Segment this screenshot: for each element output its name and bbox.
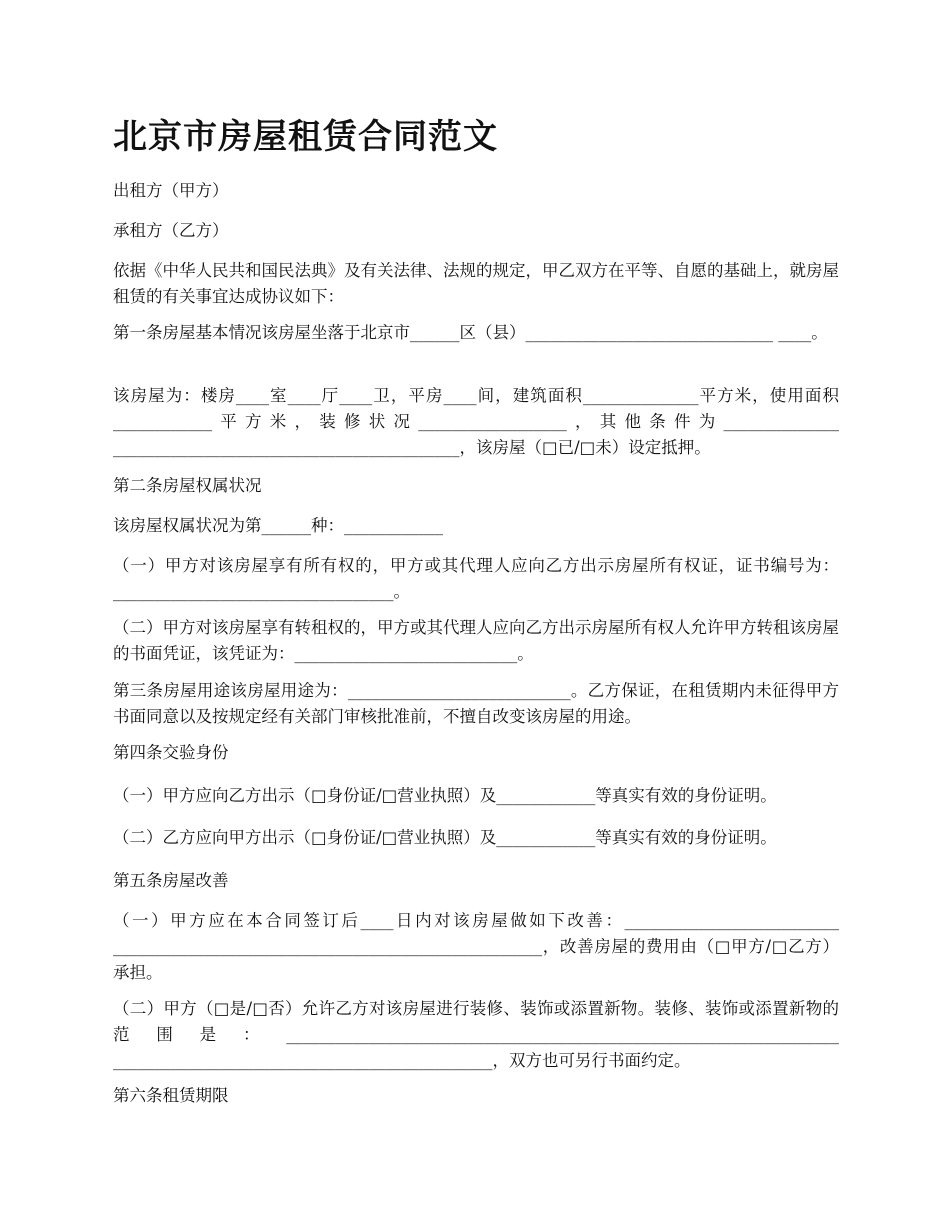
paragraph-lessee: 承租方（乙方）	[113, 221, 229, 240]
paragraph-article-5: 第五条房屋改善	[113, 871, 229, 890]
paragraph-identity-lessor: （一）甲方应向乙方出示（□身份证/□营业执照）及____________等真实有效的身份证明。	[113, 786, 777, 805]
paragraph-ownership-type: 该房屋权属状况为第______种：____________	[113, 516, 443, 535]
paragraph-preamble: 依据《中华人民共和国民法典》及有关法律、法规的规定，甲乙双方在平等、自愿的基础上，就房屋租赁的有关事宜达成协议如下：	[113, 261, 839, 306]
paragraph-identity-lessee: （二）乙方应向甲方出示（□身份证/□营业执照）及____________等真实有效的身份证明。	[113, 828, 777, 847]
paragraph-lessor: 出租方（甲方）	[113, 181, 229, 200]
paragraph-article-4: 第四条交验身份	[113, 743, 229, 762]
paragraph-article-2: 第二条房屋权属状况	[113, 476, 262, 495]
paragraph-house-details: 该房屋为：楼房____室____厅____卫，平房____间，建筑面积______________平方米，使用面积____________平方米，装修状况__________________，其他条件为______________ __________________________________________，该房屋（□已/□未）设定抵押。	[113, 386, 839, 457]
paragraph-improvement-2: （二）甲方（□是/□否）允许乙方对该房屋进行装修、装饰或添置新物。装修、装饰或添置新物的范围是：___________________________________________________________________ ______________________________________________，双方也可另行书面约定。	[113, 999, 839, 1070]
paragraph-article-6: 第六条租赁期限	[113, 1086, 229, 1105]
document-title: 北京市房屋租赁合同范文	[113, 117, 498, 157]
paragraph-article-1: 第一条房屋基本情况该房屋坐落于北京市______区（县）______________________________ ____。	[113, 323, 828, 342]
paragraph-ownership-1: （一）甲方对该房屋享有所有权的，甲方或其代理人应向乙方出示房屋所有权证，证书编号为：__________________________________。	[113, 556, 839, 601]
paragraph-improvement-1: （一）甲方应在本合同签订后____日内对该房屋做如下改善：__________________________ ____________________________________________________，改善房屋的费用由（□甲方/□乙方）承担。	[113, 911, 839, 982]
paragraph-article-3: 第三条房屋用途该房屋用途为：___________________________。乙方保证，在租赁期内未征得甲方书面同意以及按规定经有关部门审核批准前，不擅自改变该房屋的用途。	[113, 681, 839, 726]
paragraph-ownership-2: （二）甲方对该房屋享有转租权的，甲方或其代理人应向乙方出示房屋所有权人允许甲方转租该房屋的书面凭证，该凭证为：___________________________。	[113, 618, 839, 663]
